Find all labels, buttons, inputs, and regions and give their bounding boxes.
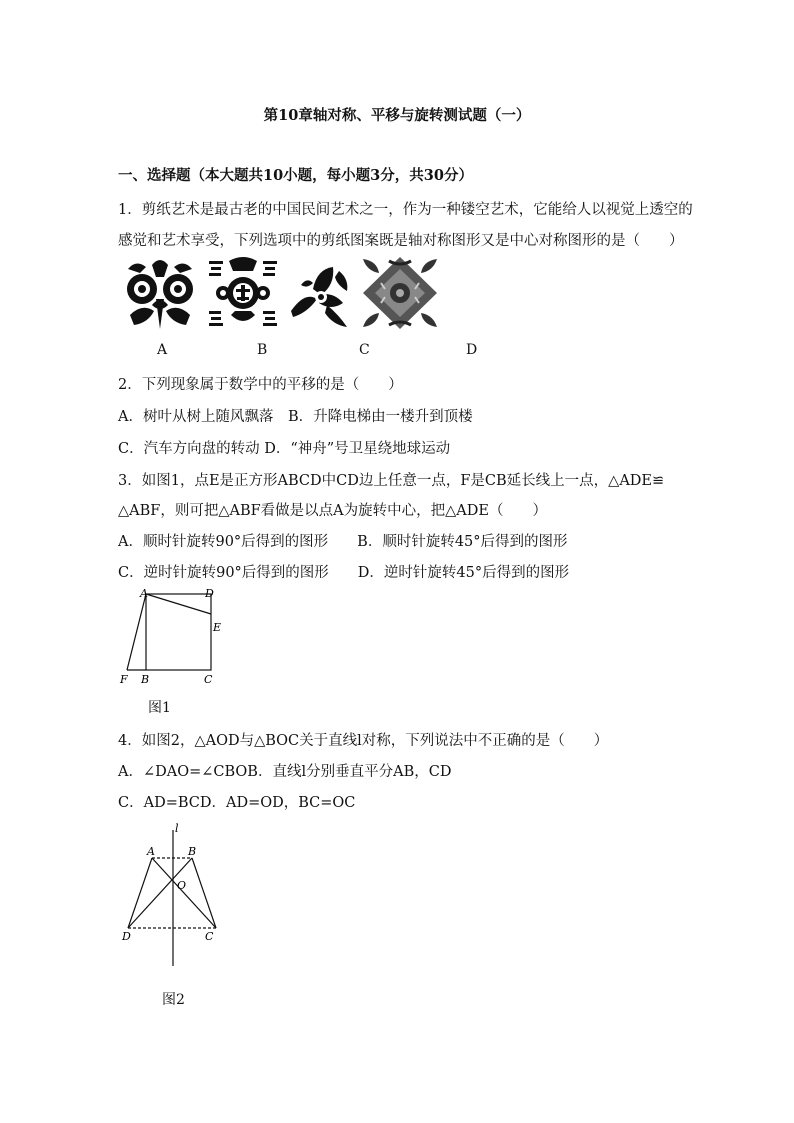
- q1-label-d: D: [466, 342, 478, 358]
- papercut-image-a: [122, 255, 198, 331]
- q3-options-ab: A．顺时针旋转90°后得到的图形 B．顺时针旋转45°后得到的图形: [118, 534, 568, 550]
- figure-1-caption: 图1: [148, 700, 171, 716]
- q1-line2: 感觉和艺术享受，下列选项中的剪纸图案既是轴对称图形又是中心对称图形的是（ ）: [118, 233, 684, 249]
- q2-options-cd: C．汽车方向盘的转动 D．“神舟”号卫星绕地球运动: [118, 441, 451, 457]
- fig1-label-d: D: [205, 587, 214, 600]
- fig1-label-c: C: [204, 673, 213, 686]
- page-title: 第10章轴对称、平移与旋转测试题（一）: [263, 107, 531, 124]
- papercut-image-c: [287, 255, 355, 331]
- fig2-label-l: l: [175, 822, 179, 835]
- fig2-label-a: A: [147, 845, 155, 858]
- figure-1: [112, 584, 232, 690]
- q2-stem: 2．下列现象属于数学中的平移的是（ ）: [118, 377, 403, 393]
- q1-line1: 1．剪纸艺术是最古老的中国民间艺术之一，作为一种镂空艺术，它能给人以视觉上透空的: [118, 202, 693, 218]
- fig2-label-b: B: [188, 845, 197, 858]
- q3-line1: 3．如图1，点E是正方形ABCD中CD边上任意一点，F是CB延长线上一点，△ADE≌: [118, 473, 665, 489]
- section-heading: 一、选择题（本大题共10小题，每小题3分，共30分）: [118, 167, 473, 184]
- papercut-image-b: [205, 255, 281, 331]
- q2-options-ab: A．树叶从树上随风飘落 B．升降电梯由一楼升到顶楼: [118, 409, 473, 425]
- q4-options-ab: A．∠DAO=∠CBOB．直线l分别垂直平分AB，CD: [118, 764, 452, 780]
- figure-2-caption: 图2: [162, 992, 185, 1008]
- papercut-image-d: [361, 255, 439, 331]
- figure-2: [112, 818, 228, 970]
- q3-options-cd: C．逆时针旋转90°后得到的图形 D．逆时针旋转45°后得到的图形: [118, 565, 570, 581]
- fig1-label-b: B: [141, 673, 150, 686]
- q1-label-a: A: [157, 342, 168, 358]
- fig2-label-c: C: [205, 930, 214, 943]
- fig2-label-d: D: [122, 930, 131, 943]
- q4-options-cd: C．AD=BCD．AD=OD，BC=OC: [118, 795, 356, 811]
- fig1-label-a: A: [140, 587, 148, 600]
- fig1-label-f: F: [120, 673, 128, 686]
- q1-label-b: B: [257, 342, 268, 358]
- q3-line2: △ABF，则可把△ABF看做是以点A为旋转中心，把△ADE（ ）: [118, 503, 547, 519]
- q4-stem: 4．如图2，△AOD与△BOC关于直线l对称，下列说法中不正确的是（ ）: [118, 733, 609, 749]
- q1-label-c: C: [359, 342, 370, 358]
- fig2-label-o: O: [177, 879, 187, 892]
- fig1-label-e: E: [213, 621, 222, 634]
